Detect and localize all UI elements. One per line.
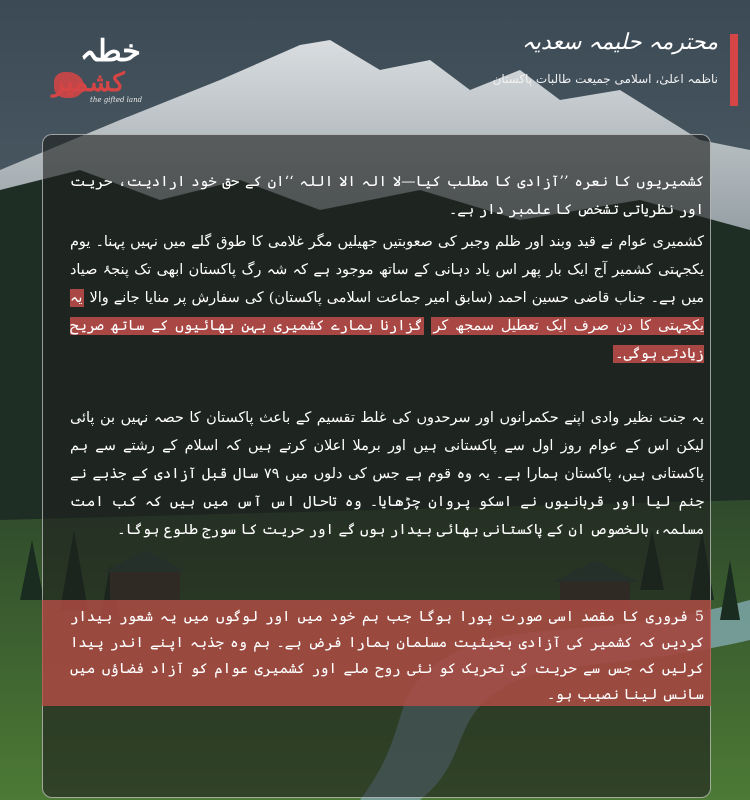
author-name: محترمہ حلیمہ سعدیہ xyxy=(521,30,718,55)
logo-accent-text: کشمیر xyxy=(52,68,125,98)
paragraph-2 xyxy=(70,228,704,368)
header-accent-bar xyxy=(730,34,738,106)
author-title: ناظمہ اعلیٰ، اسلامی جمیعت طالبات پاکستان xyxy=(492,72,718,86)
paragraph-2-text: کشمیری عوام نے قید وبند اور ظلم وجبر کی صعوبتیں جھیلیں مگر غلامی کا طوق گلے میں نہیں پہنا۔ یوم یکجہتی کشمیر آج ایک بار پھر اس یاد دہانی کے ساتھ موجود ہے کہ شہ رگ پاکستان ابھی تک پنجۂ صیاد میں ہے۔ جناب قاضی حسین احمد (سابق امیر جماعت اسلامی پاکستان) کی سفارش پر منایا جانے والا xyxy=(70,234,705,306)
paragraph-4: 5 فروری کا مقصد اسی صورت پورا ہوگا جب ہم خود میں اور لوگوں میں یہ شعور بیدار کردیں کہ کشمیر کی آزادی بحیثیت مسلمان ہمارا فرض ہے۔ ہم وہ جذبہ اپنے اندر پیدا کرلیں کہ جس سے حریت کی تحریک کو نئی روح ملے اور کشمیری عوام کو آزاد فضاؤں میں سانس لینا نصیب ہو۔ xyxy=(70,609,704,703)
logo-main-text: خطہ xyxy=(80,34,141,69)
brand-logo xyxy=(52,34,152,106)
logo-tagline: the gifted land xyxy=(90,96,143,104)
paragraph-3: یہ جنت نظیر وادی اپنے حکمرانوں اور سرحدوں کی غلط تقسیم کے باعث پاکستان کا حصہ نہیں بن پائی لیکن اس کے عوام روز اول سے پاکستانی ہیں اور برملا اعلان کرتے ہیں کہ اسلام کے رشتے سے ہم پاکستانی ہیں، پاکستان ہمارا ہے۔ یہ وہ قوم ہے جس کی دلوں میں ۷۹ سال قبل آزادی کے جذبے نے جنم لیا اور قربانیوں نے اسکو پروان چڑھایا۔ وہ تاحال اس آس میں ہیں کہ کب امت مسلمہ، بالخصوص ان کے پاکستانی بھائی بیدار ہوں گے اور حریت کا سورج طلوع ہوگا۔ xyxy=(70,410,704,538)
paragraph-2-highlight-2: گزارنا ہمارے کشمیری بہن بھائیوں کے ساتھ صریح زیادتی ہوگی۔ xyxy=(70,318,704,362)
paragraph-1: کشمیریوں کا نعرہ ’’آزادی کا مطلب کیا—لا الہ الا اللہ ‘‘ان کے حق خود ارادیت، حریت اور نظریاتی تشخص کا علمبر دار ہے۔ xyxy=(70,174,704,218)
paragraph-2-highlight-1: یہ یکجہتی کا دن صرف ایک تعطیل سمجھ کر xyxy=(70,290,704,334)
